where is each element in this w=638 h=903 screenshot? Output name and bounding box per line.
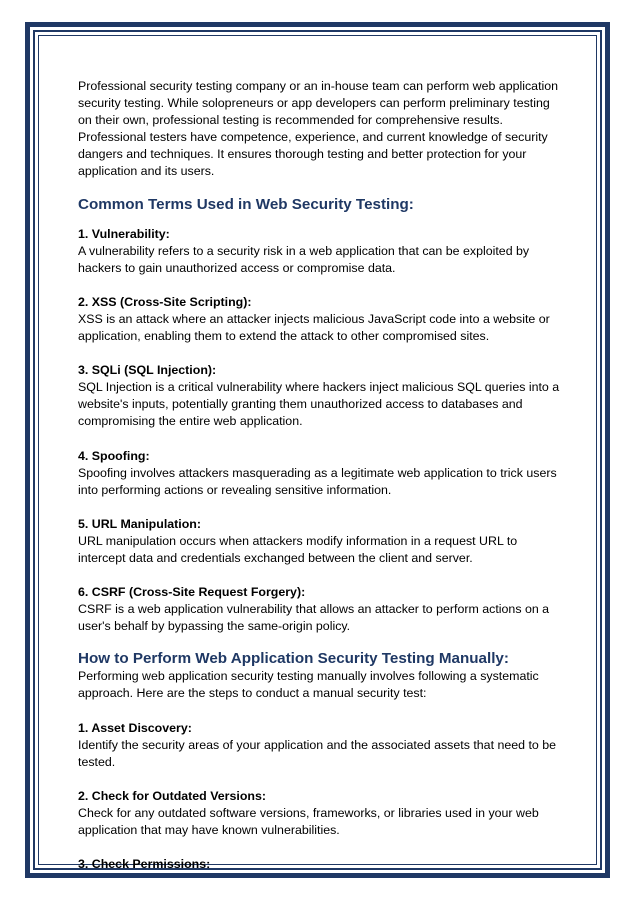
term-item [78,294,566,345]
term-title: 6. CSRF (Cross-Site Request Forgery): [78,585,306,600]
term-item [78,448,566,499]
step-title: 2. Check for Outdated Versions: [78,788,266,803]
step-text: Check for any outdated software versions, frameworks, or libraries used in your web application that may have known vulnerabilities. [78,805,539,837]
steps-list [78,720,566,874]
term-text: URL manipulation occurs when attackers modify information in a request URL to intercept data and credentials exchanged between the client and server. [78,533,518,565]
term-title: 1. Vulnerability: [78,226,170,241]
term-item [78,362,566,430]
step-title: 1. Asset Discovery: [78,720,192,735]
term-item [78,516,566,567]
term-title: 2. XSS (Cross-Site Scripting): [78,294,252,309]
step-item [78,788,566,839]
terms-list [78,226,566,636]
manual-section-heading: How to Perform Web Application Security Testing Manually: [78,650,509,668]
step-text: Identify the security areas of your application and the associated assets that need to be tested. [78,737,557,769]
manual-section-intro: Performing web application security testing manually involves following a systematic approach. Here are the steps to conduct a manual security test: [78,669,539,701]
term-item [78,584,566,635]
step-title: 3. Check Permissions: [78,857,211,872]
term-title: 4. Spoofing: [78,448,150,463]
term-text: XSS is an attack where an attacker injects malicious JavaScript code into a website or application, enabling them to extend the attack to other compromised sites. [78,311,550,344]
term-text: Spoofing involves attackers masquerading as a legitimate web application to trick users into performing actions or revealing sensitive information. [78,465,557,497]
term-title: 3. SQLi (SQL Injection): [78,363,217,378]
term-text: SQL Injection is a critical vulnerability where hackers inject malicious SQL queries into a website's inputs, potentially granting them unauthorized access to databases and compromising the entire web application. [78,380,560,429]
step-item [78,856,566,873]
term-item [78,226,566,277]
intro-paragraph: Professional security testing company or an in-house team can perform web application security testing. While solopreneurs or app developers can perform preliminary testing on their own, professional testing is recommended for comprehensive results. Professional testers have competence, experience, and current knowledge of security dangers and techniques. It ensures thorough testing and better protection for your application and its users. [78,79,559,179]
term-text: CSRF is a web application vulnerability that allows an attacker to perform actions on a user's behalf by bypassing the same-origin policy. [78,602,550,634]
term-title: 5. URL Manipulation: [78,516,201,531]
document-body [78,78,566,873]
term-text: A vulnerability refers to a security risk in a web application that can be exploited by hackers to gain unauthorized access or compromise data. [78,243,530,275]
terms-section-heading: Common Terms Used in Web Security Testing: [78,195,414,213]
step-item [78,720,566,771]
